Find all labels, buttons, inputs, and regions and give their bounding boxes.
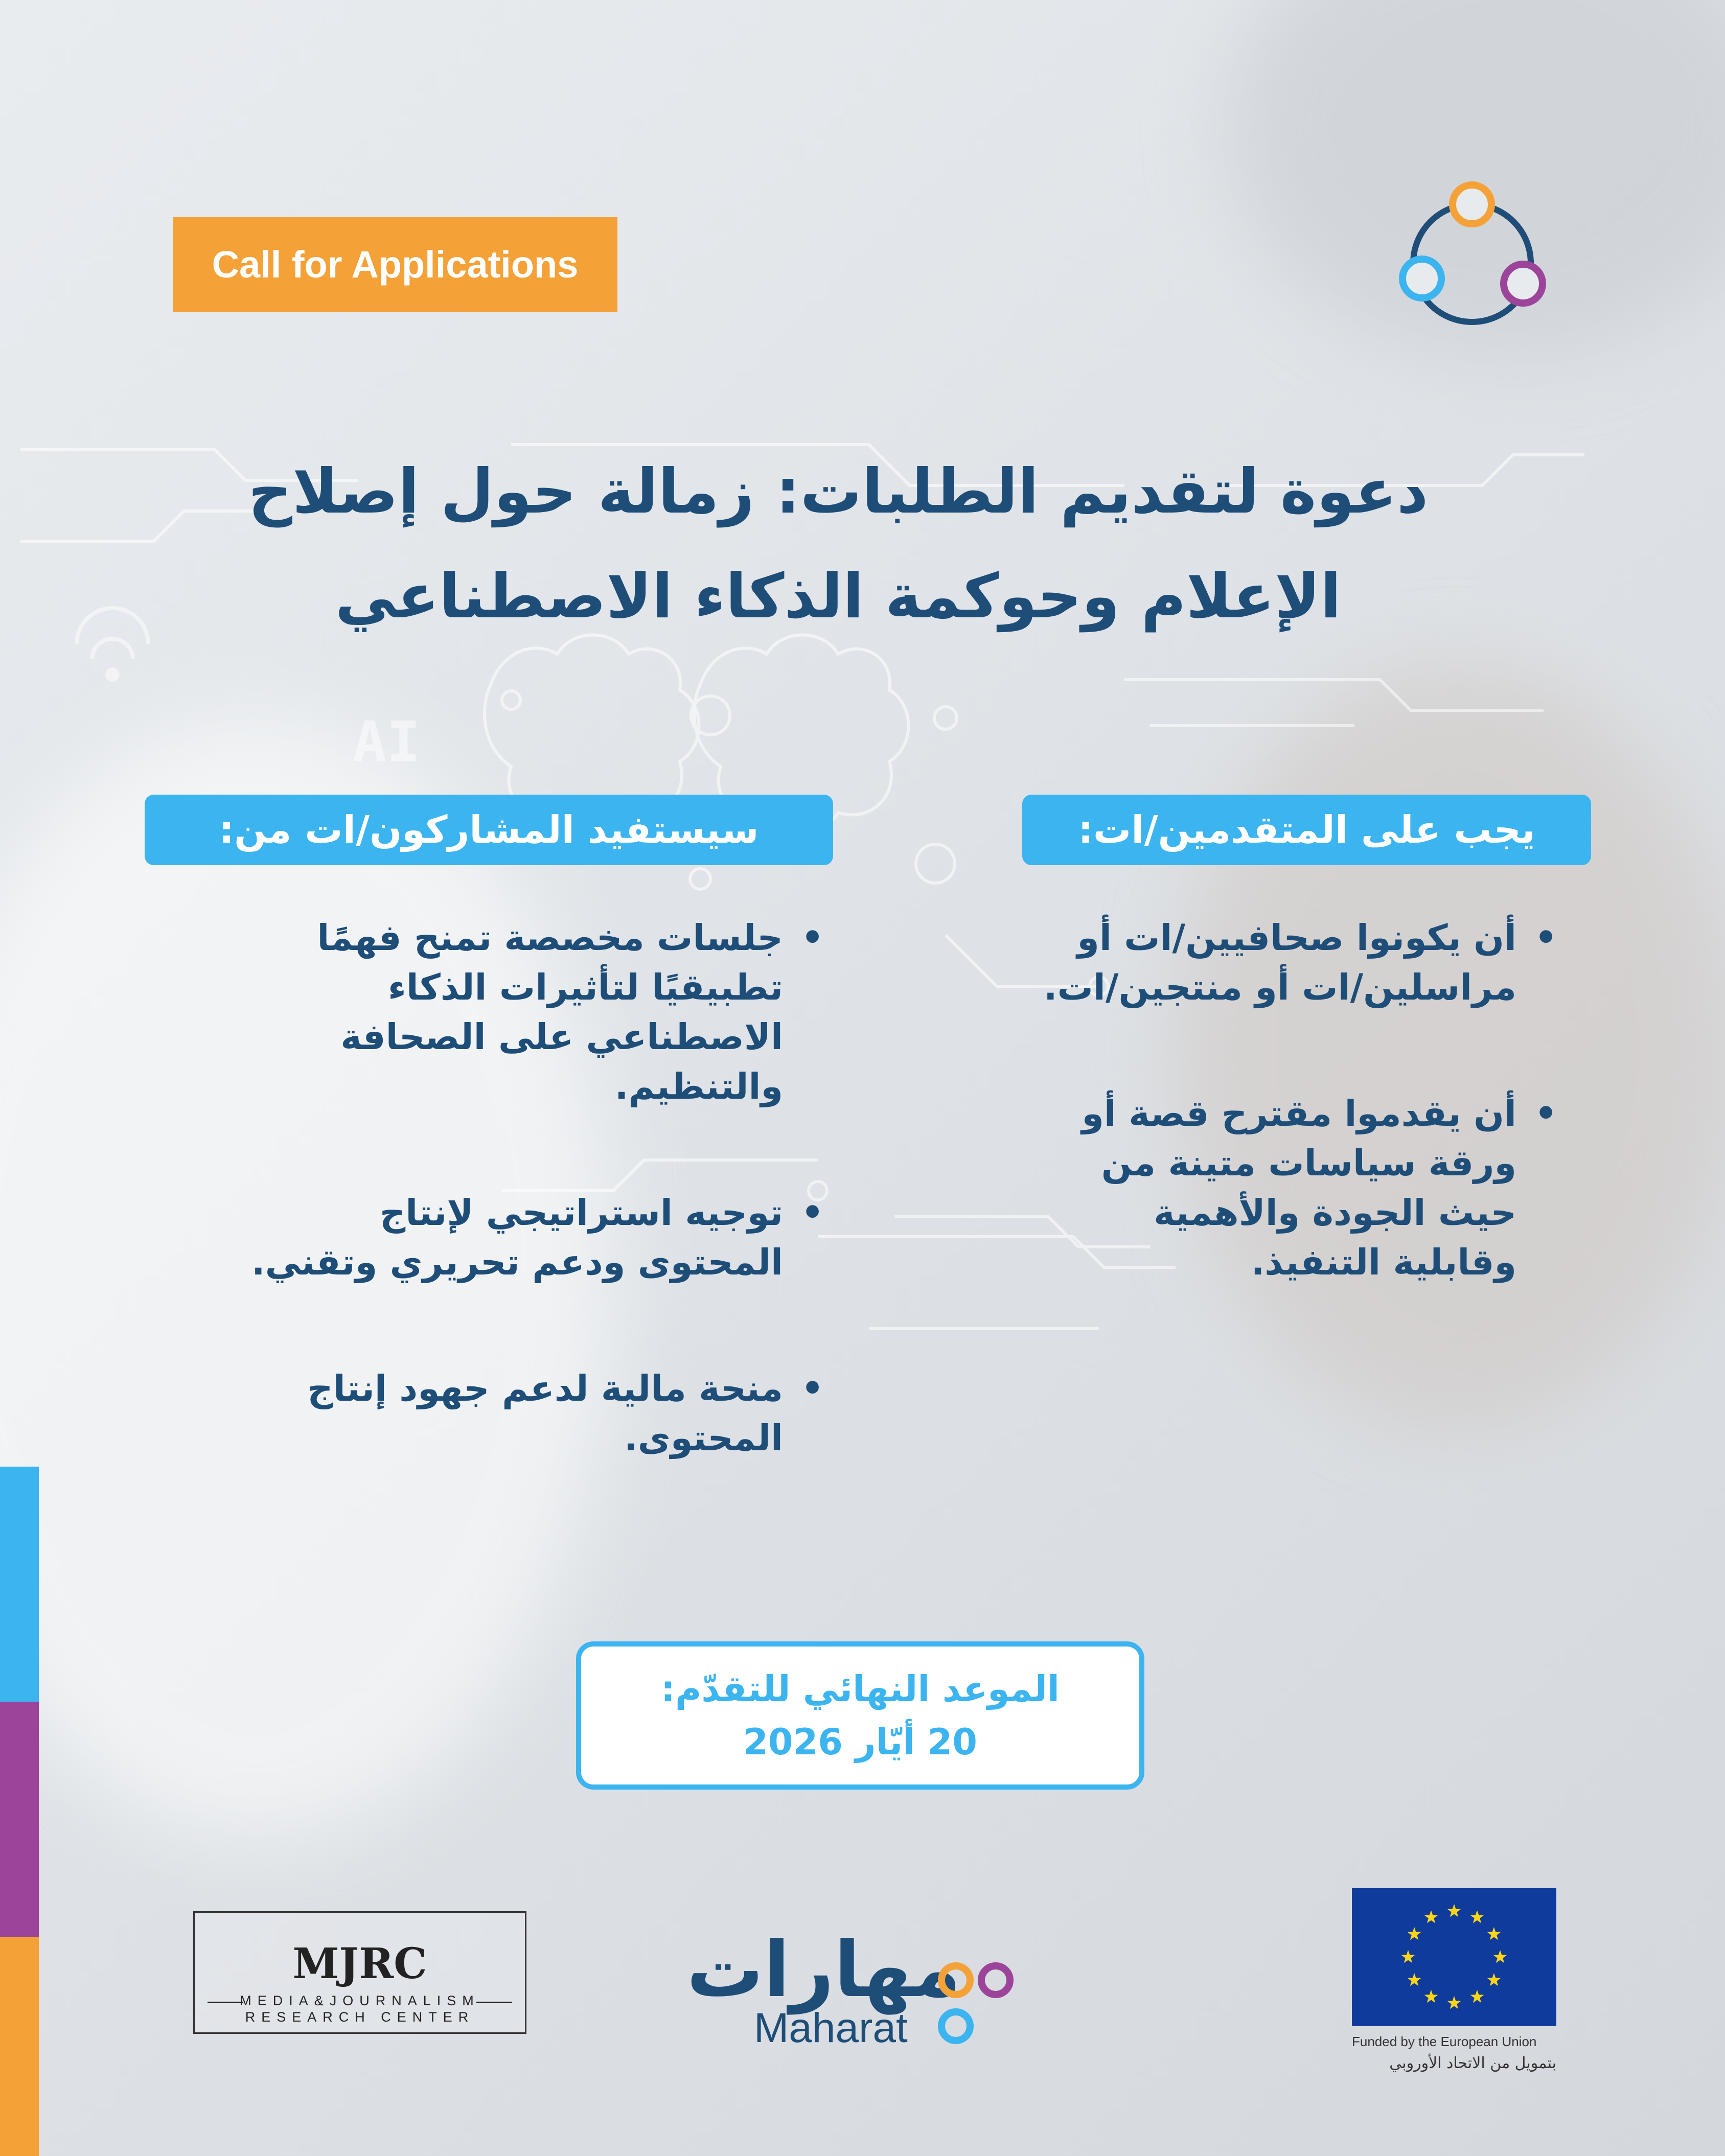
side-bar-purple xyxy=(0,1702,39,1937)
title-line: دعوة لتقديم الطلبات: زمالة حول إصلاح xyxy=(248,456,1429,527)
benefits-heading xyxy=(145,795,833,865)
list-item xyxy=(169,1188,828,1287)
bullet-dot-icon: • xyxy=(801,917,824,959)
mjrc-logo-line: RESEARCH CENTER xyxy=(245,2009,475,2025)
list-item xyxy=(1017,1089,1561,1287)
benefits-list xyxy=(169,913,828,1463)
svg-text:AI: AI xyxy=(353,709,421,775)
bullet-dot-icon: • xyxy=(801,1367,824,1409)
list-item-line: توجيه استراتيجي لإنتاج xyxy=(379,1192,783,1234)
deadline-label: الموعد النهائي للتقدّم: xyxy=(660,1668,1060,1710)
list-item-line: المحتوى ودعم تحريري وتقني. xyxy=(251,1241,783,1283)
maharat-logo-arabic: مهارات xyxy=(686,1926,961,2014)
list-item-line: أن يقدموا مقترح قصة أو xyxy=(1082,1093,1516,1134)
list-item-line: جلسات مخصصة تمنح فهمًا xyxy=(317,917,783,959)
list-item-line: تطبيقيًا لتأثيرات الذكاء xyxy=(388,966,783,1008)
list-item-line: مراسلين/ات أو منتجين/ات. xyxy=(1043,966,1516,1008)
list-item-line: حيث الجودة والأهمية xyxy=(1154,1192,1516,1234)
requirements-heading-label: يجب على المتقدمين/ات: xyxy=(1078,808,1535,852)
title-line: الإعلام وحوكمة الذكاء الاصطناعي xyxy=(335,561,1342,632)
page-title xyxy=(153,439,1523,649)
three-circles-network-icon xyxy=(1395,179,1549,327)
maharat-logo-latin: Maharat xyxy=(754,2005,908,2051)
mjrc-logo xyxy=(193,1911,526,2034)
list-item xyxy=(169,913,828,1111)
side-bar-blue xyxy=(0,1467,39,1702)
benefits-heading-label: سيستفيد المشاركون/ات من: xyxy=(219,808,759,852)
eu-flag-icon xyxy=(1352,1888,1556,2026)
list-item-line: أن يكونوا صحافيين/ات أو xyxy=(1077,917,1516,959)
list-item-line: وقابلية التنفيذ. xyxy=(1251,1241,1516,1283)
deadline-date: 20 أيّار 2026 xyxy=(743,1721,977,1763)
badge-label: Call for Applications xyxy=(212,243,579,286)
eu-caption-english: Funded by the European Union xyxy=(1352,2034,1537,2049)
list-item-line: ورقة سياسات متينة من xyxy=(1101,1142,1516,1184)
list-item-line: والتنظيم. xyxy=(614,1065,783,1107)
maharat-logo xyxy=(686,1926,1032,2080)
mjrc-logo-name: MJRC xyxy=(292,1939,427,1988)
requirements-list xyxy=(1017,913,1561,1287)
maharat-circles-icon xyxy=(935,1955,1022,2062)
eu-caption-arabic: بتمويل من الاتحاد الأوروبي xyxy=(1389,2054,1556,2072)
bullet-dot-icon: • xyxy=(1534,1093,1557,1134)
list-item xyxy=(1017,913,1561,1012)
list-item-line: منحة مالية لدعم جهود إنتاج xyxy=(307,1367,783,1409)
list-item-line: الاصطناعي على الصحافة xyxy=(340,1016,783,1058)
requirements-heading xyxy=(1022,795,1591,865)
list-item xyxy=(169,1364,828,1463)
side-bar-orange xyxy=(0,1937,39,2156)
mjrc-logo-line: MEDIA&JOURNALISM xyxy=(240,1993,480,2008)
deadline-box xyxy=(576,1641,1144,1790)
list-item-line: المحتوى. xyxy=(624,1417,783,1459)
call-for-applications-badge xyxy=(173,217,617,312)
bullet-dot-icon: • xyxy=(801,1192,824,1234)
bullet-dot-icon: • xyxy=(1534,917,1557,959)
